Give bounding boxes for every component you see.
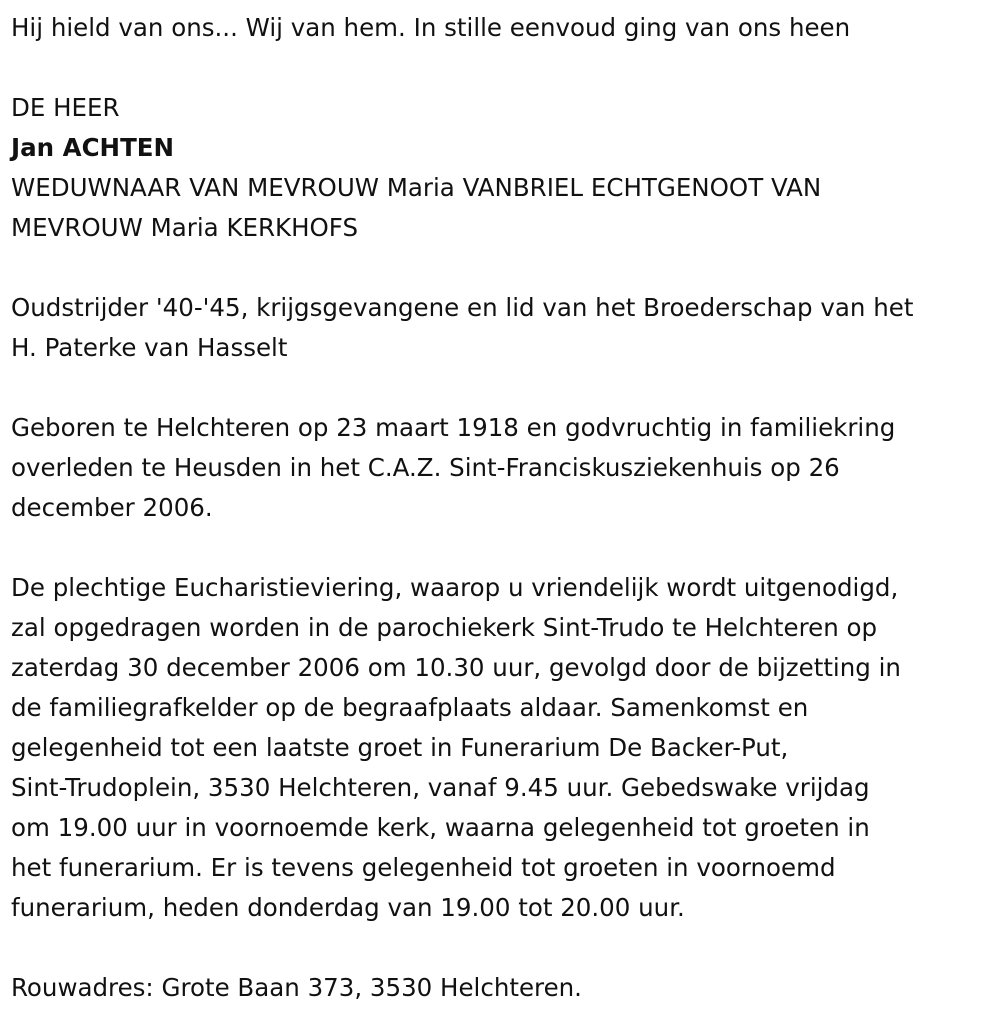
birth-death-line: december 2006.	[11, 493, 213, 522]
spacer	[11, 928, 1000, 968]
service-line: Sint-Trudoplein, 3530 Helchteren, vanaf 9.45 uur. Gebedswake vrijdag	[11, 773, 870, 802]
relation-paragraph	[11, 168, 1000, 248]
honorific: DE HEER	[11, 93, 120, 122]
service-line: zaterdag 30 december 2006 om 10.30 uur, gevolgd door de bijzetting in	[11, 653, 901, 682]
relation-line: MEVROUW Maria KERKHOFS	[11, 213, 359, 242]
spacer	[11, 248, 1000, 288]
birth-death-line: overleden te Heusden in het C.A.Z. Sint-Franciskusziekenhuis op 26	[11, 453, 840, 482]
spacer	[11, 48, 1000, 88]
mourning-address: Rouwadres: Grote Baan 373, 3530 Helchteren.	[11, 973, 582, 1002]
intro-text: Hij hield van ons... Wij van hem. In stille eenvoud ging van ons heen	[11, 13, 851, 42]
service-paragraph	[11, 568, 1000, 928]
veteran-paragraph	[11, 288, 1000, 368]
birth-death-line: Geboren te Helchteren op 23 maart 1918 en godvruchtig in familiekring	[11, 413, 896, 442]
service-line: gelegenheid tot een laatste groet in Funerarium De Backer-Put,	[11, 733, 789, 762]
veteran-line: H. Paterke van Hasselt	[11, 333, 288, 362]
birth-death-paragraph	[11, 408, 1000, 528]
service-line: funerarium, heden donderdag van 19.00 tot 20.00 uur.	[11, 893, 685, 922]
veteran-line: Oudstrijder '40-'45, krijgsgevangene en lid van het Broederschap van het	[11, 293, 914, 322]
service-line: het funerarium. Er is tevens gelegenheid tot groeten in voornoemd	[11, 853, 836, 882]
service-line: de familiegrafkelder op de begraafplaats aldaar. Samenkomst en	[11, 693, 809, 722]
spacer	[11, 368, 1000, 408]
relation-line: WEDUWNAAR VAN MEVROUW Maria VANBRIEL ECHTGENOOT VAN	[11, 173, 822, 202]
deceased-name: Jan ACHTEN	[11, 133, 175, 162]
service-line: om 19.00 uur in voornoemde kerk, waarna gelegenheid tot groeten in	[11, 813, 870, 842]
spacer	[11, 528, 1000, 568]
service-line: zal opgedragen worden in de parochiekerk Sint-Trudo te Helchteren op	[11, 613, 878, 642]
service-line: De plechtige Eucharistieviering, waarop u vriendelijk wordt uitgenodigd,	[11, 573, 899, 602]
